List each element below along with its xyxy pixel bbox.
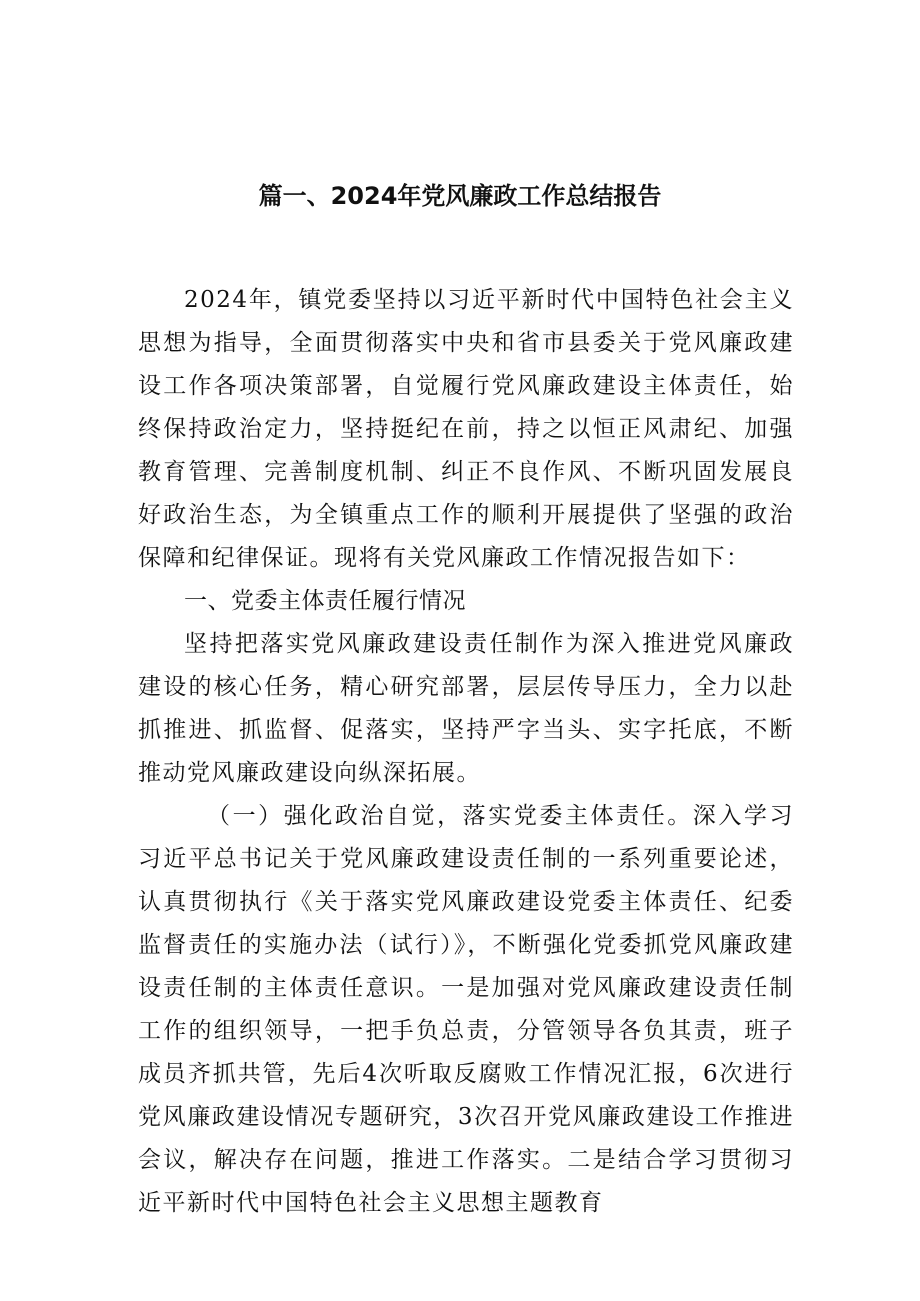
document-title: 篇一、2024年党风廉政工作总结报告 — [258, 182, 662, 210]
document-body — [138, 279, 794, 1225]
section-paragraph: 坚持把落实党风廉政建设责任制作为深入推进党风廉政建设的核心任务，精心研究部署，层层传导压力，全力以赴抓推进、抓监督、促落实，坚持严字当头、实字托底，不断推动党风廉政建设向纵深拓展。 — [138, 631, 794, 786]
intro-paragraph: 2024年，镇党委坚持以习近平新时代中国特色社会主义思想为指导，全面贯彻落实中央和省市县委关于党风廉政建设工作各项决策部署，自觉履行党风廉政建设主体责任，始终保持政治定力，坚持挺纪在前，持之以恒正风肃纪、加强教育管理、完善制度机制、纠正不良作风、不断巩固发展良好政治生态，为全镇重点工作的顺利开展提供了坚强的政治保障和纪律保证。现将有关党风廉政工作情况报告如下： — [138, 287, 794, 571]
section-heading: 一、党委主体责任履行情况 — [184, 588, 466, 614]
subsection-paragraph: （一）强化政治自觉，落实党委主体责任。深入学习习近平总书记关于党风廉政建设责任制的一系列重要论述，认真贯彻执行《关于落实党风廉政建设党委主体责任、纪委监督责任的实施办法（试行）》，不断强化党委抓党风廉政建设责任制的主体责任意识。一是加强对党风廉政建设责任制工作的组织领导，一把手负总责，分管领导各负其责，班子成员齐抓共管，先后4次听取反腐败工作情况汇报，6次进行党风廉政建设情况专题研究，3次召开党风廉政建设工作推进会议，解决存在问题，推进工作落实。二是结合学习贯彻习近平新时代中国特色社会主义思想主题教育 — [138, 803, 794, 1216]
